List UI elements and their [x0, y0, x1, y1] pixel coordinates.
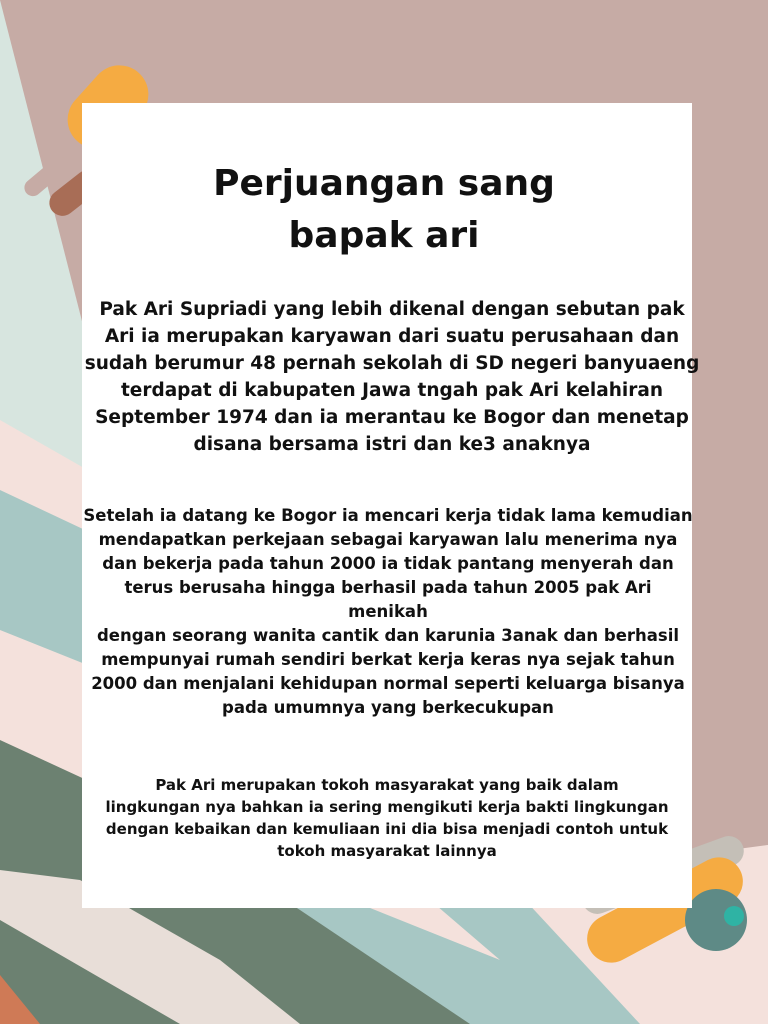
title-line: Perjuangan sang [213, 163, 555, 204]
teal-dot [724, 906, 744, 926]
text-line: dengan seorang wanita cantik dan karunia 3anak dan berhasil [96, 626, 680, 645]
paragraph-1 [84, 296, 700, 458]
text-line: mendapatkan perkejaan sebagai karyawan lalu menerima nya [98, 530, 678, 549]
text-line: mempunyai rumah sendiri berkat kerja keras nya sejak tahun [101, 650, 675, 669]
title-line: bapak ari [288, 215, 480, 256]
text-line: sudah berumur 48 pernah sekolah di SD negeri banyuaeng [84, 353, 700, 374]
text-line: September 1974 dan ia merantau ke Bogor dan menetap [95, 407, 689, 428]
text-line: terdapat di kabupaten Jawa tngah pak Ari kelahiran [120, 380, 664, 401]
text-line: lingkungan nya bahkan ia sering mengikuti kerja bakti lingkungan [105, 798, 669, 816]
text-line: Ari ia merupakan karyawan dari suatu perusahaan dan [104, 326, 680, 347]
text-line: Pak Ari Supriadi yang lebih dikenal dengan sebutan pak [99, 299, 685, 320]
paragraph-2 [82, 504, 694, 720]
text-line: terus berusaha hingga berhasil pada tahun 2005 pak Ari menikah [124, 578, 652, 621]
text-line: disana bersama istri dan ke3 anaknya [193, 434, 591, 455]
text-line: Pak Ari merupakan tokoh masyarakat yang baik dalam [155, 776, 619, 794]
text-line: Setelah ia datang ke Bogor ia mencari kerja tidak lama kemudian [83, 506, 693, 525]
text-line: tokoh masyarakat lainnya [277, 842, 497, 860]
paragraph-3 [90, 774, 684, 862]
text-line: dan bekerja pada tahun 2000 ia tidak pantang menyerah dan [102, 554, 674, 573]
text-line: 2000 dan menjalani kehidupan normal seperti keluarga bisanya [91, 674, 685, 693]
text-line: dengan kebaikan dan kemuliaan ini dia bisa menjadi contoh untuk [105, 820, 669, 838]
page-title [0, 158, 768, 262]
text-line: pada umumnya yang berkecukupan [222, 698, 554, 717]
